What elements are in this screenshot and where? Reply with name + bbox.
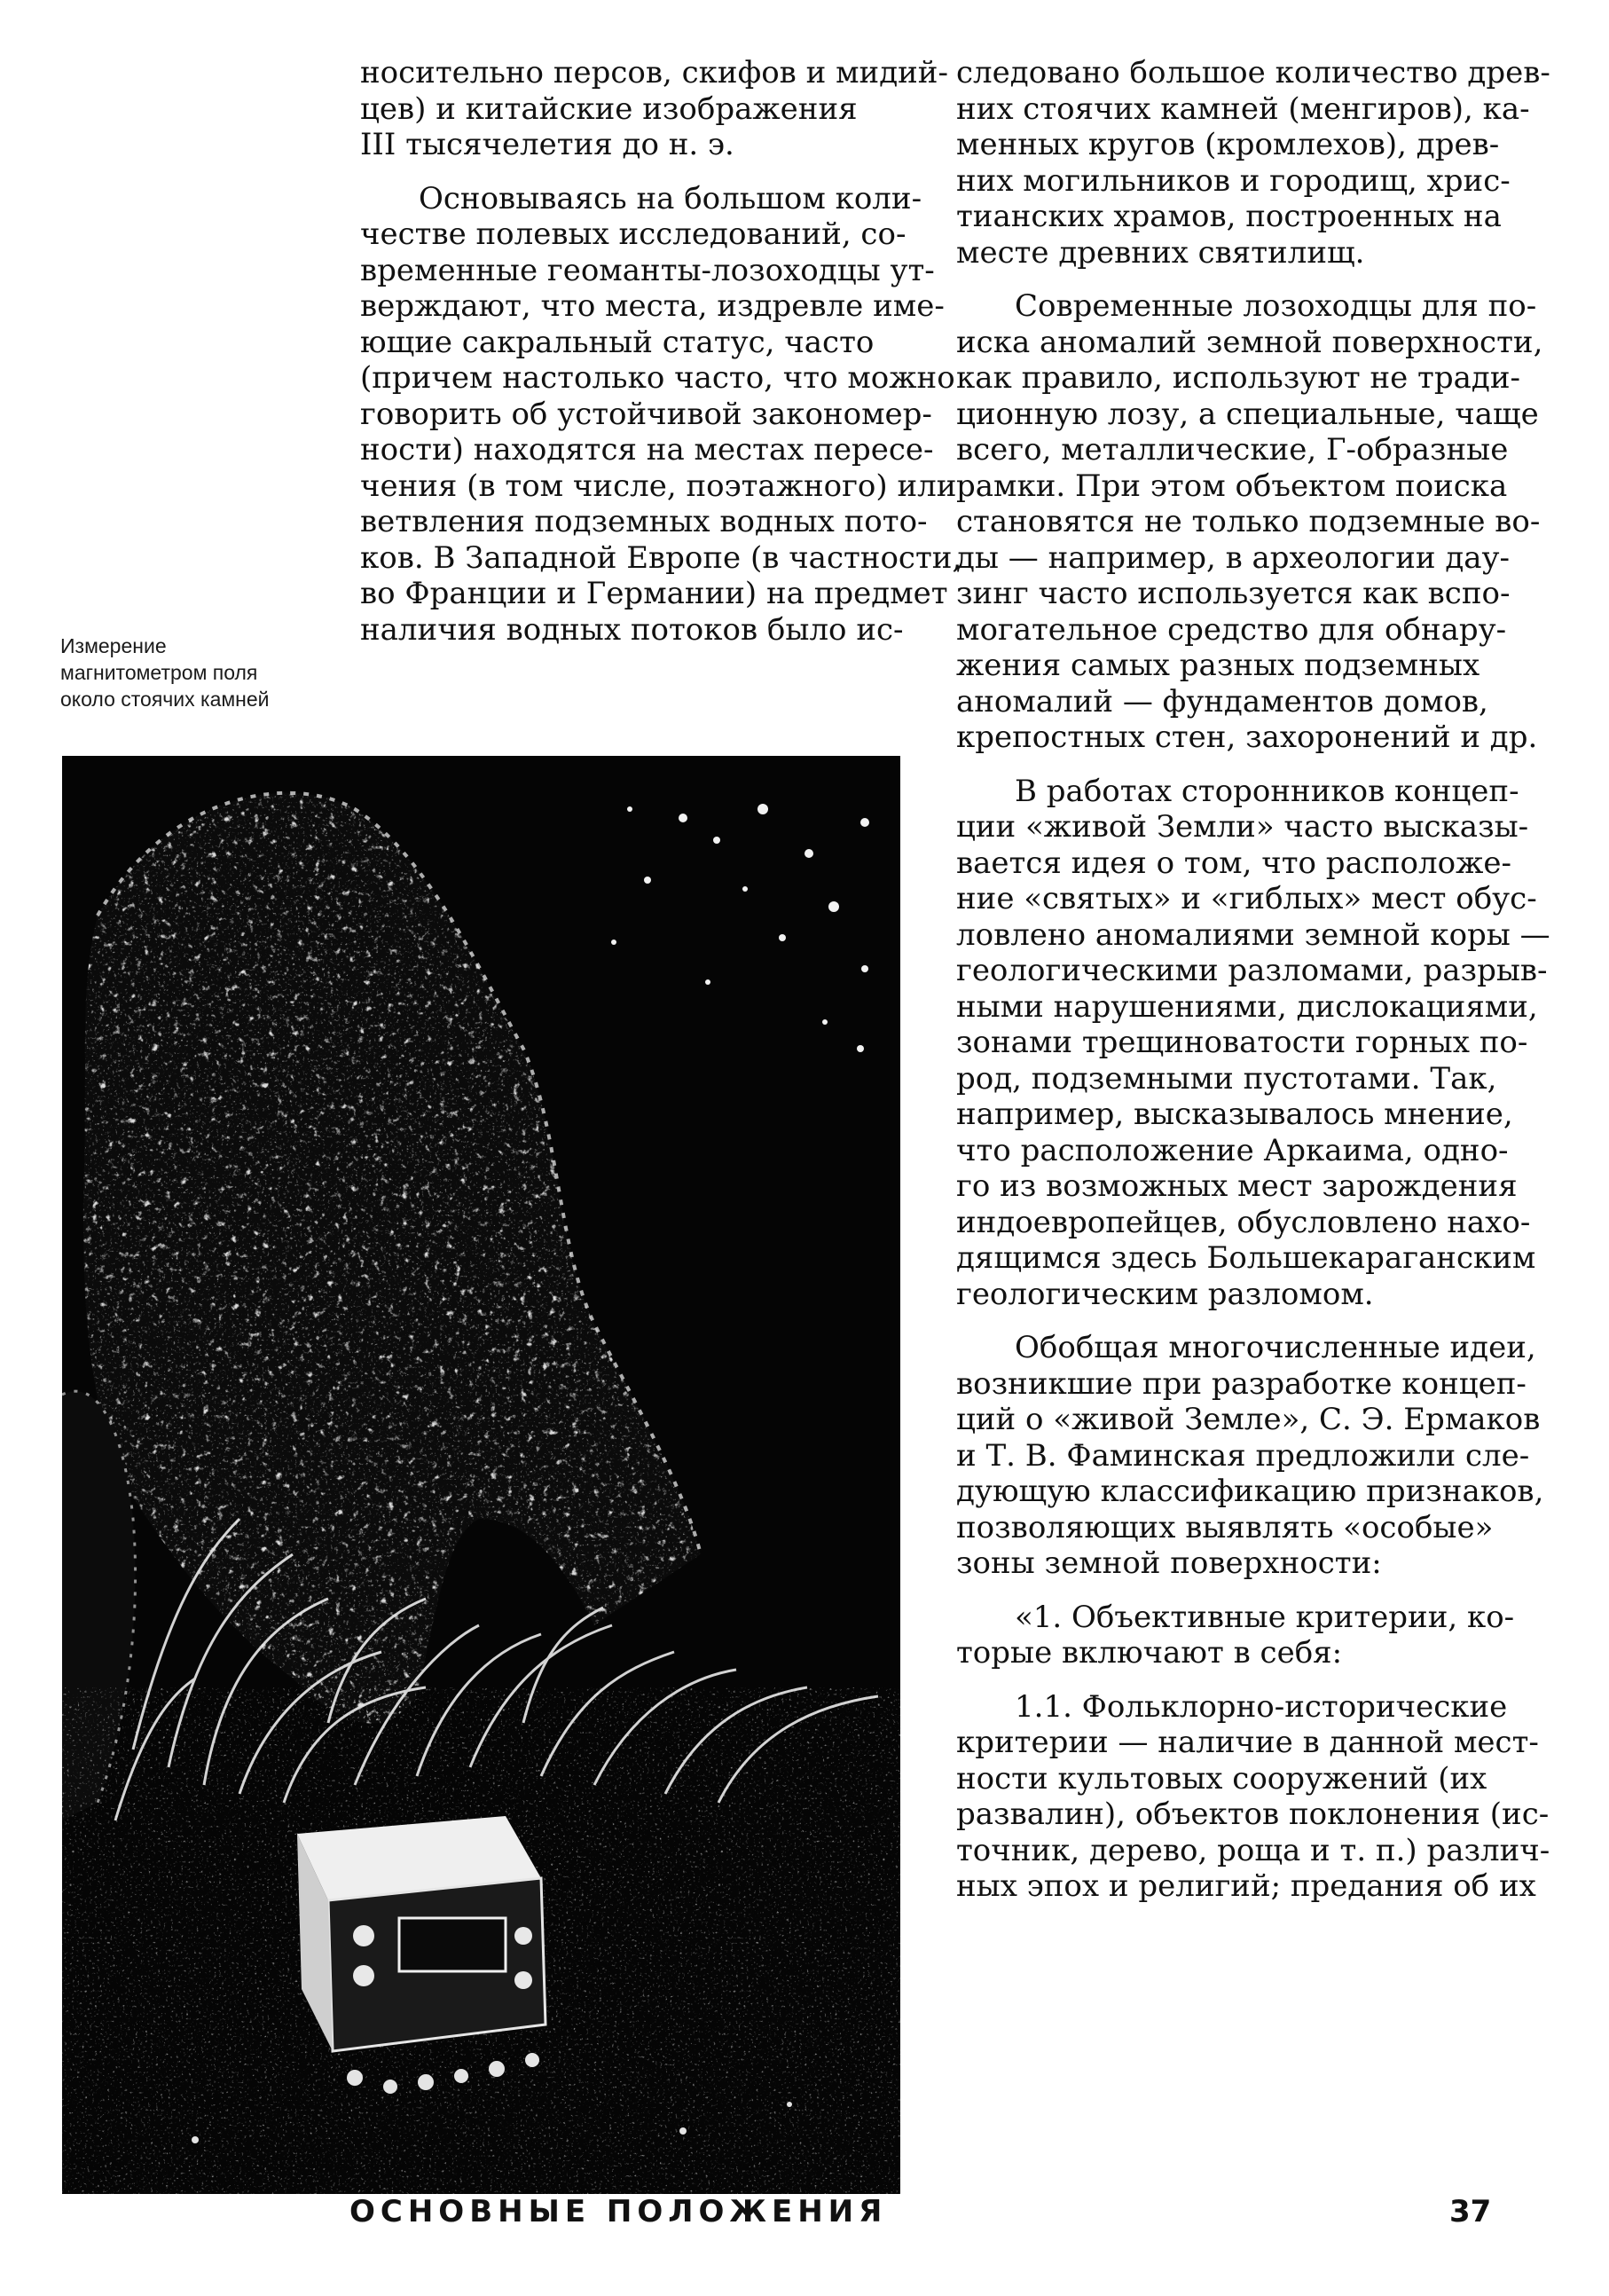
text-line: Основываясь на большом коли-	[419, 180, 922, 216]
caption-line: магнитометром поля	[60, 661, 258, 684]
text-line: менных кругов (кромлехов), древ-	[956, 127, 1500, 162]
text-line: ции «живой Земли» часто высказы-	[956, 809, 1529, 845]
text-line: говорить об устойчивой закономер-	[360, 396, 932, 432]
text-line: аномалий — фундаментов домов,	[956, 683, 1488, 719]
text-line: Современные лозоходцы для по-	[1015, 288, 1537, 324]
paragraph	[956, 288, 1543, 756]
text-column-right	[956, 55, 1550, 1905]
text-line: III тысячелетия до н. э.	[360, 127, 734, 162]
text-line: Обобщая многочисленные идеи,	[1015, 1330, 1536, 1365]
text-line: месте древних святилищ.	[956, 234, 1365, 271]
text-line: тианских храмов, построенных на	[956, 199, 1502, 234]
magnetometer-device	[297, 1816, 545, 2051]
text-line: ющие сакральный статус, часто	[360, 324, 875, 360]
text-line: (причем настолько часто, что можно	[360, 360, 955, 396]
text-line: ности культовых сооружений (их	[956, 1760, 1487, 1797]
text-line: ков. В Западной Европе (в частности,	[360, 539, 962, 576]
text-line: ветвления подземных водных пото-	[360, 504, 928, 539]
text-line: них могильников и городищ, хрис-	[956, 162, 1511, 199]
text-line: следовано большое количество древ-	[956, 55, 1550, 90]
text-line: ние «святых» и «гиблых» мест обус-	[956, 881, 1537, 916]
text-line: геологическими разломами, разрыв-	[956, 953, 1548, 988]
paragraph	[956, 1688, 1550, 1905]
text-line: го из возможных мест зарождения	[956, 1168, 1518, 1204]
text-line: верждают, что места, издревле име-	[360, 288, 945, 324]
text-line: зинг часто используется как вспо-	[956, 576, 1511, 611]
text-line: возникшие при разработке концеп-	[956, 1365, 1527, 1402]
text-line: точник, дерево, роща и т. п.) различ-	[956, 1832, 1550, 1868]
text-column-middle	[360, 55, 962, 648]
paragraph	[360, 180, 962, 649]
paragraph	[956, 773, 1550, 1313]
text-line: развалин), объектов поклонения (ис-	[956, 1797, 1550, 1832]
text-line: ционную лозу, а специальные, чаще	[956, 396, 1539, 432]
paragraph	[956, 1599, 1515, 1671]
paragraph	[956, 1330, 1544, 1582]
text-line: «1. Объективные критерии, ко-	[1015, 1599, 1515, 1635]
text-line: В работах сторонников концеп-	[1015, 773, 1519, 809]
text-line: ности) находятся на местах пересе-	[360, 432, 934, 468]
caption-line: около стоячих камней	[60, 688, 270, 711]
text-line: и Т. В. Фаминская предложили сле-	[956, 1437, 1530, 1474]
text-line: торые включают в себя:	[956, 1635, 1343, 1671]
text-line: что расположение Аркаима, одно-	[956, 1132, 1509, 1168]
text-line: всего, металлические, Г-образные	[956, 432, 1509, 468]
text-line: дующую классификацию признаков,	[956, 1474, 1544, 1509]
photo-illustration	[62, 756, 900, 2194]
text-line: зонами трещиноватости горных по-	[956, 1025, 1528, 1060]
page-number: 37	[1449, 2194, 1492, 2229]
standing-stone-photo	[62, 756, 900, 2194]
text-line: критерии — наличие в данной мест-	[956, 1725, 1539, 1760]
text-line: могательное средство для обнару-	[956, 611, 1507, 648]
paragraph	[360, 55, 948, 163]
paragraph	[956, 55, 1550, 271]
text-line: позволяющих выявлять «особые»	[956, 1509, 1494, 1545]
text-line: геологическим разломом.	[956, 1276, 1374, 1312]
text-line: ловлено аномалиями земной коры —	[956, 916, 1550, 953]
text-line: иска аномалий земной поверхности,	[956, 324, 1543, 360]
text-line: временные геоманты-лозоходцы ут-	[360, 252, 935, 288]
text-line: вается идея о том, что расположе-	[956, 845, 1511, 881]
text-line: рамки. При этом объектом поиска	[956, 468, 1508, 504]
text-line: становятся не только подземные во-	[956, 504, 1541, 539]
caption-line: Измерение	[60, 634, 167, 657]
text-line: крепостных стен, захоронений и др.	[956, 719, 1538, 755]
text-line: честве полевых исследований, со-	[360, 216, 907, 252]
text-line: них стоячих камней (менгиров), ка-	[956, 90, 1530, 127]
text-line: ций о «живой Земле», С. Э. Ермаков	[956, 1402, 1541, 1437]
text-line: цев) и китайские изображения	[360, 90, 858, 127]
text-line: носительно персов, скифов и мидий-	[360, 55, 948, 90]
text-line: род, подземными пустотами. Так,	[956, 1060, 1497, 1097]
section-title-footer: ОСНОВНЫЕ ПОЛОЖЕНИЯ	[349, 2194, 888, 2229]
text-line: дящимся здесь Большекараганским	[956, 1240, 1536, 1276]
text-line: жения самых разных подземных	[956, 648, 1480, 683]
text-line: ных эпох и религий; предания об их	[956, 1868, 1536, 1904]
text-line: ды — например, в археологии дау-	[956, 539, 1511, 576]
text-line: 1.1. Фольклорно-исторические	[1015, 1688, 1508, 1725]
text-line: зоны земной поверхности:	[956, 1545, 1382, 1581]
text-line: во Франции и Германии) на предмет	[360, 576, 948, 611]
text-line: например, высказывалось мнение,	[956, 1097, 1513, 1132]
text-line: индоевропейцев, обусловлено нахо-	[956, 1204, 1531, 1240]
text-line: чения (в том числе, поэтажного) или	[360, 468, 957, 504]
photo-caption	[60, 633, 326, 712]
text-line: как правило, используют не тради-	[956, 360, 1520, 396]
text-line: наличия водных потоков было ис-	[360, 611, 904, 648]
text-line: ными нарушениями, дислокациями,	[956, 988, 1538, 1025]
